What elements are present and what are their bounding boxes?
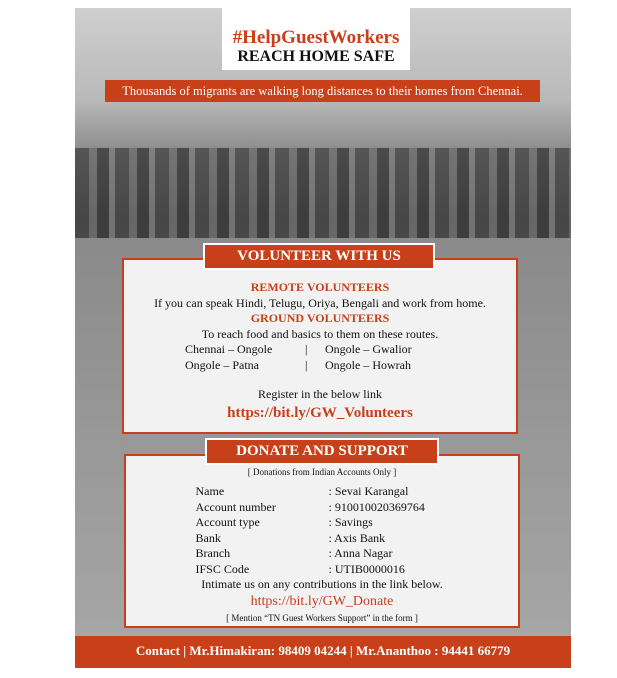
intro-banner: Thousands of migrants are walking long distances to their homes from Chennai. (105, 80, 540, 102)
poster (75, 8, 571, 668)
intimate-text: Intimate us on any contributions in the link below. (201, 577, 443, 591)
hashtag: #HelpGuestWorkers (232, 27, 400, 48)
detail-value: : Sevai Karangal (328, 484, 409, 498)
donate-link[interactable]: https://bit.ly/GW_Donate (250, 594, 394, 609)
routes-list (114, 342, 516, 373)
route: Ongole – Patna (185, 357, 259, 372)
route: Chennai – Ongole (185, 342, 273, 356)
detail-label: IFSC Code (195, 561, 250, 576)
detail-label: Account number (195, 499, 276, 514)
detail-value: : Anna Nagar (328, 546, 393, 560)
ground-heading: GROUND VOLUNTEERS (250, 311, 390, 325)
title-card (222, 8, 410, 70)
donation-note: [ Donations from Indian Accounts Only ] (247, 467, 397, 477)
detail-label: Branch (195, 546, 231, 560)
separator: | (305, 342, 308, 356)
volunteer-section (122, 258, 518, 434)
volunteer-link[interactable]: https://bit.ly/GW_Volunteers (227, 404, 413, 421)
separator: | (305, 357, 308, 372)
detail-value: : UTIB0000016 (328, 561, 405, 576)
subtitle: REACH HOME SAFE (237, 48, 395, 65)
route: Ongole – Gwalior (325, 342, 412, 356)
detail-label: Bank (195, 530, 221, 545)
remote-heading: REMOTE VOLUNTEERS (250, 280, 390, 294)
detail-label: Name (195, 484, 225, 498)
detail-value: : Savings (328, 515, 373, 529)
mention-note: [ Mention “TN Guest Workers Support” in the form ] (226, 613, 418, 623)
volunteer-title: VOLUNTEER WITH US (203, 243, 435, 270)
donate-title: DONATE AND SUPPORT (205, 438, 439, 465)
detail-value: : Axis Bank (328, 530, 386, 545)
remote-text: If you can speak Hindi, Telugu, Oriya, Bengali and work from home. (154, 295, 486, 310)
register-text: Register in the below link (258, 387, 382, 401)
contact-bar: Contact | Mr.Himakiran: 98409 04244 | Mr.Ananthoo : 94441 66779 (75, 636, 571, 668)
detail-label: Account type (195, 515, 260, 529)
donate-section (124, 454, 520, 628)
ground-text: To reach food and basics to them on these routes. (201, 326, 439, 341)
account-details (116, 484, 518, 577)
route: Ongole – Howrah (325, 357, 411, 372)
detail-value: : 910010020369764 (328, 499, 425, 514)
